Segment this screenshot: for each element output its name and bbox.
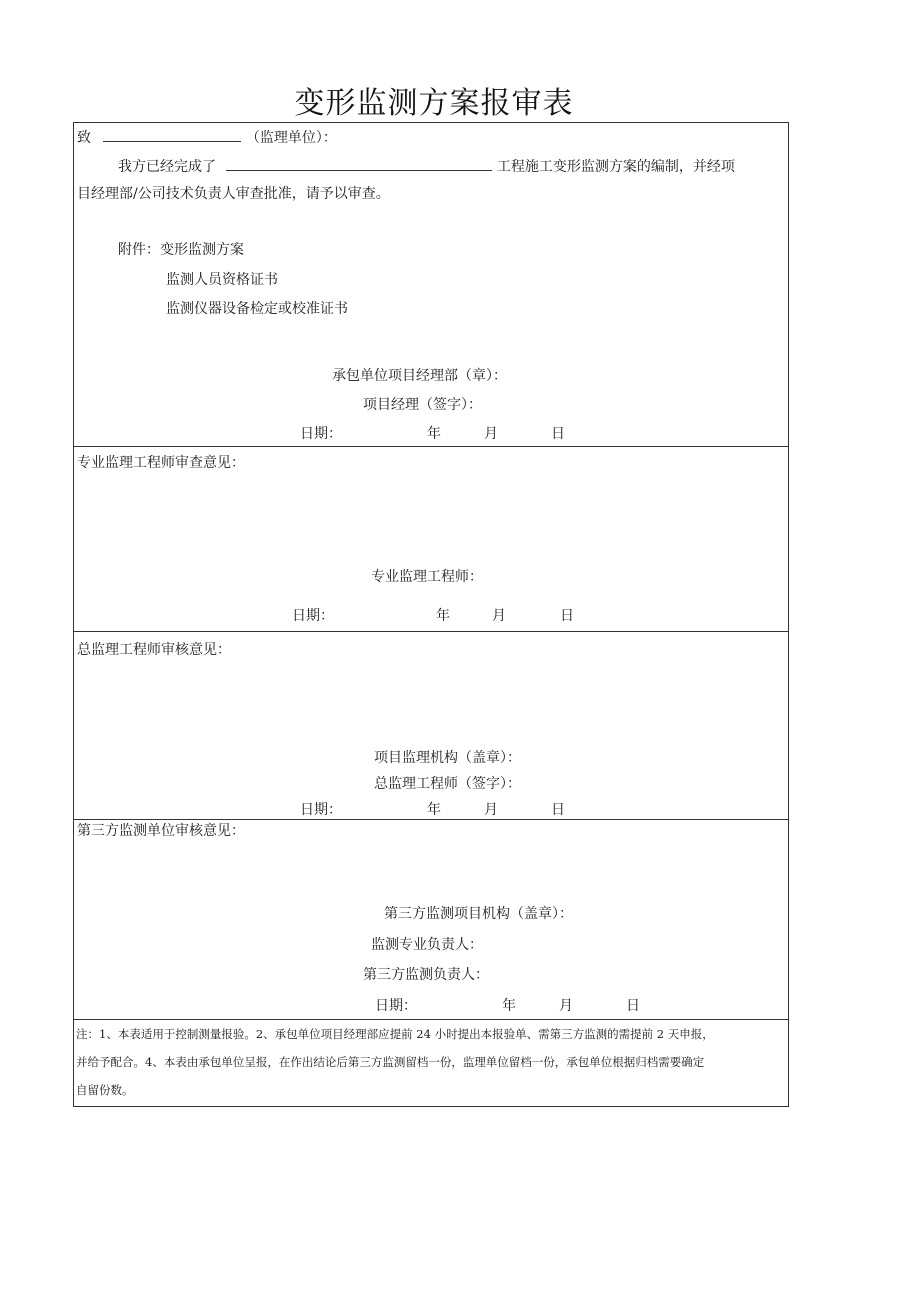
day-label: 日 <box>551 426 565 442</box>
month-label: 月 <box>484 426 498 442</box>
body-line-2: 目经理部/公司技术负责人审查批准，请予以审查。 <box>77 186 390 202</box>
month-label: 月 <box>559 998 573 1014</box>
day-label: 日 <box>551 802 565 818</box>
addressee-suffix: （监理单位）： <box>245 130 337 146</box>
year-label: 年 <box>502 998 516 1014</box>
specialist-lead-label: 监测专业负责人： <box>371 937 483 953</box>
submission-section <box>74 123 788 446</box>
note-line-2: 并给予配合。4、本表由承包单位呈报，在作出结论后第三方监测留档一份，监理单位留档一份，承包单位根据归档需要确定 <box>76 1055 705 1069</box>
addressee-prefix: 致 <box>77 130 91 146</box>
attachment-label: 附件：变形监测方案 <box>118 242 244 258</box>
notes-section <box>74 1020 788 1108</box>
section-heading: 总监理工程师审核意见： <box>77 642 231 658</box>
form-title: 变形监测方案报审表 <box>294 86 574 121</box>
addressee-line <box>77 127 337 147</box>
year-label: 年 <box>427 802 441 818</box>
engineer-label: 专业监理工程师： <box>371 569 483 585</box>
specialist-review-section <box>74 447 788 631</box>
attachment-item-2: 监测人员资格证书 <box>166 272 278 288</box>
third-party-review-section <box>74 820 788 1019</box>
third-party-lead-label: 第三方监测负责人： <box>363 967 489 983</box>
supervision-unit-blank[interactable] <box>103 127 241 142</box>
date-label: 日期： <box>300 426 342 442</box>
year-label: 年 <box>436 608 450 624</box>
section-heading: 第三方监测单位审核意见： <box>77 823 245 839</box>
date-label: 日期： <box>375 998 417 1014</box>
attachment-item-3: 监测仪器设备检定或校准证书 <box>166 301 348 317</box>
note-line-3: 自留份数。 <box>76 1083 134 1097</box>
date-label: 日期： <box>300 802 342 818</box>
project-manager-signature-label: 项目经理（签字）： <box>363 397 482 413</box>
month-label: 月 <box>492 608 506 624</box>
date-label: 日期： <box>292 608 334 624</box>
supervision-agency-seal-label: 项目监理机构（盖章）： <box>374 750 521 766</box>
body-part1: 我方已经完成了 <box>118 159 216 175</box>
approval-form-table <box>73 122 789 1107</box>
body-part2: 工程施工变形监测方案的编制，并经项 <box>496 159 735 175</box>
chief-review-section <box>74 632 788 819</box>
contractor-dept-seal-label: 承包单位项目经理部（章）： <box>332 368 507 384</box>
project-name-blank[interactable] <box>226 156 492 171</box>
chief-engineer-signature-label: 总监理工程师（签字）： <box>374 776 521 792</box>
note-line-1: 注：1、本表适用于控制测量报验。2、承包单位项目经理部应提前 24 小时提出本报验单、需第三方监测的需提前 2 天申报， <box>76 1027 714 1041</box>
third-party-agency-seal-label: 第三方监测项目机构（盖章）： <box>384 906 573 922</box>
section-heading: 专业监理工程师审查意见： <box>77 455 245 471</box>
body-line-1 <box>118 156 735 176</box>
day-label: 日 <box>626 998 640 1014</box>
day-label: 日 <box>560 608 574 624</box>
year-label: 年 <box>427 426 441 442</box>
month-label: 月 <box>484 802 498 818</box>
